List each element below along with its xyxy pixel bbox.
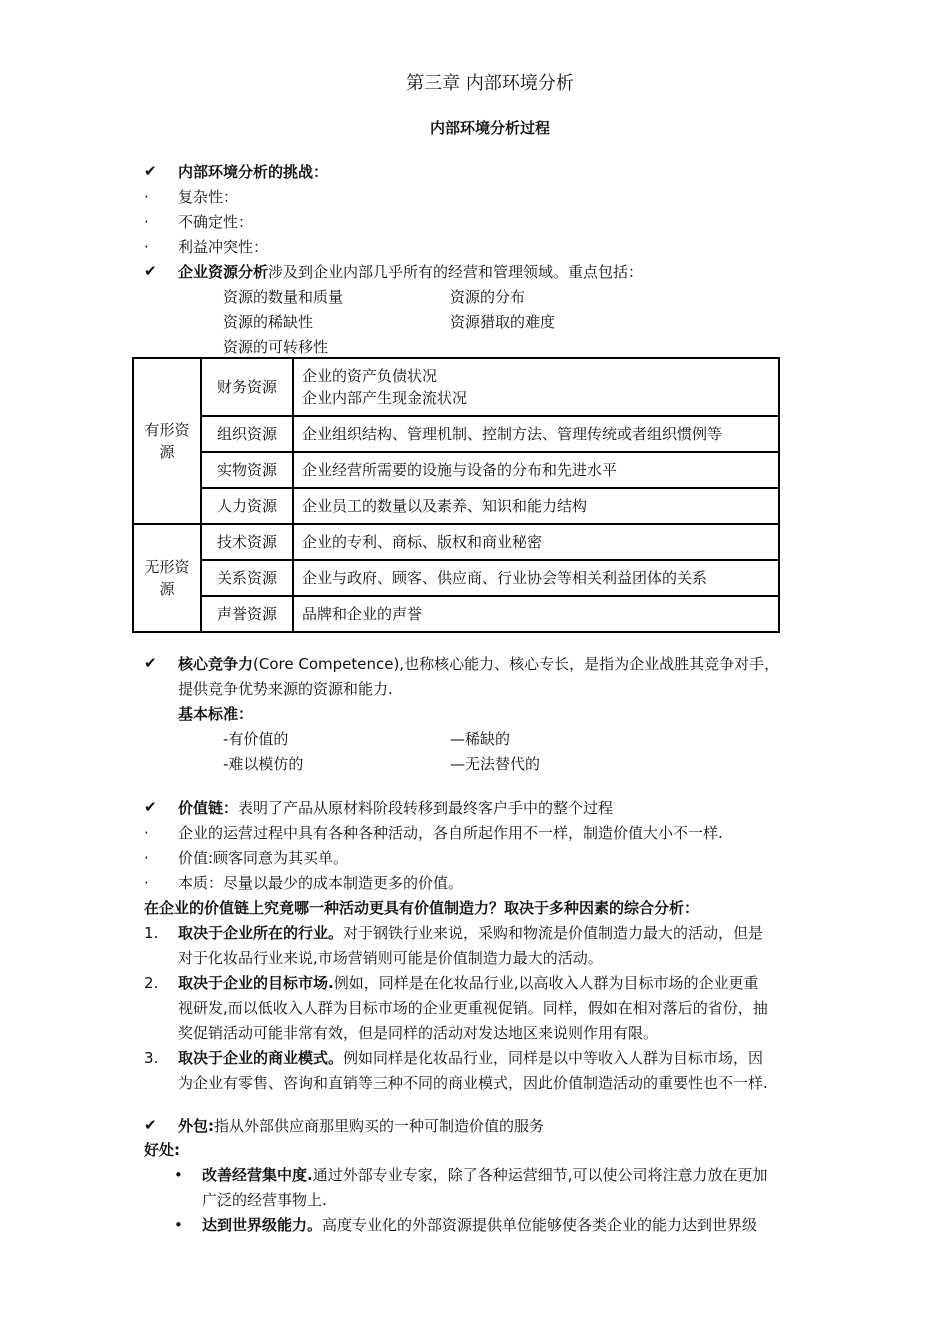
resource-type: 关系资源 [201,560,293,596]
resource-desc-line: 企业内部产生现金流状况 [302,389,468,407]
factor-line [178,973,758,993]
table-row [133,488,779,524]
resource-point: 资源的可转移性 [223,338,329,356]
list-number: 2. [144,974,159,992]
criteria-item: -有价值的 [223,730,289,748]
section-subtitle: 内部环境分析过程 [429,119,550,137]
check-icon: ✔ [144,262,157,280]
benefits-heading: 好处: [144,1141,180,1159]
criteria-heading: 基本标准： [178,705,254,723]
resource-type: 财务资源 [201,358,293,416]
table-row [133,560,779,596]
benefit-line [202,1215,757,1235]
challenges-heading: 内部环境分析的挑战： [178,163,329,181]
resource-type: 人力资源 [201,488,293,524]
resource-point: 资源的数量和质量 [223,288,344,306]
value-chain-term: 价值链： [178,799,239,817]
resource-table [132,357,780,633]
resource-desc: 企业经营所需要的设施与设备的分布和先进水平 [293,452,779,488]
criteria-item: —无法替代的 [450,755,541,773]
benefit-bold: 达到世界级能力。 [202,1216,323,1234]
benefit-line: 广泛的经营事物上. [202,1191,327,1209]
core-competence-term: 核心竞争力 [178,655,254,673]
check-icon: ✔ [144,1116,157,1134]
resource-desc: 企业员工的数量以及素养、知识和能力结构 [293,488,779,524]
table-row [133,596,779,632]
factor-line: 视研发,而以低收入人群为目标市场的企业更重视促销。同样，假如在相对落后的省份，抽 [178,999,768,1017]
dot-icon: · [144,213,149,231]
page-title: 第三章 内部环境分析 [406,73,574,94]
intangible-category: 无形资源 [133,524,201,632]
core-competence-line [178,654,779,674]
benefit-bold: 改善经营集中度. [202,1166,313,1184]
resource-point: 资源的稀缺性 [223,313,314,331]
value-chain-item: 本质：尽量以最少的成本制造更多的价值。 [178,874,464,892]
challenge-item: 复杂性： [178,188,239,206]
resource-analysis-text: 涉及到企业内部几乎所有的经营和管理领域。重点包括： [268,263,644,281]
resource-desc: 企业组织结构、管理机制、控制方法、管理传统或者组织惯例等 [293,416,779,452]
resource-analysis-term: 企业资源分析 [178,263,269,281]
criteria-item: —稀缺的 [450,730,511,748]
challenge-item: 利益冲突性： [178,238,269,256]
dot-icon: · [144,849,149,867]
dot-icon: · [144,188,149,206]
factor-line [178,1048,763,1068]
resource-type: 技术资源 [201,524,293,560]
tangible-category: 有形资源 [133,358,201,524]
core-competence-line: 提供竞争优势来源的资源和能力. [178,680,393,698]
benefit-line [202,1165,767,1185]
benefit-text: 高度专业化的外部资源提供单位能够使各类企业的能力达到世界级 [322,1216,758,1234]
table-row [133,452,779,488]
resource-desc [293,358,779,416]
list-number: 3. [144,1049,159,1067]
factor-text: 对于钢铁行业来说，采购和物流是价值制造力最大的活动，但是 [343,924,764,942]
factor-text: 例如同样是化妆品行业，同样是以中等收入人群为目标市场，因 [343,1049,764,1067]
outsourcing-term: 外包: [178,1117,214,1135]
value-chain-line [178,798,613,818]
factor-bold: 取决于企业所在的行业。 [178,924,344,942]
value-chain-question: 在企业的价值链上究竟哪一种活动更具有价值制造力？取决于多种因素的综合分析： [144,899,700,917]
bullet-icon: • [174,1216,183,1234]
factor-text: 例如，同样是在化妆品行业,以高收入人群为目标市场的企业更重 [333,974,759,992]
table-row [133,416,779,452]
resource-type: 声誉资源 [201,596,293,632]
core-competence-text: (Core Competence),也称核心能力、核心专长，是指为企业战胜其竞争对手， [253,655,780,673]
factor-bold: 取决于企业的商业模式。 [178,1049,344,1067]
check-icon: ✔ [144,162,157,180]
dot-icon: · [144,874,149,892]
list-number: 1. [144,924,159,942]
table-row [133,358,779,416]
value-chain-text: 表明了产品从原材料阶段转移到最终客户手中的整个过程 [238,799,614,817]
bullet-icon: • [174,1166,183,1184]
value-chain-item: 企业的运营过程中具有各种各种活动，各自所起作用不一样，制造价值大小不一样. [178,824,723,842]
resource-point: 资源猎取的难度 [450,313,556,331]
factor-bold: 取决于企业的目标市场. [178,974,334,992]
factor-line: 对于化妆品行业来说,市场营销则可能是价值制造力最大的活动。 [178,949,603,967]
factor-line: 奖促销活动可能非常有效，但是同样的活动对发达地区来说则作用有限。 [178,1024,659,1042]
resource-desc: 企业的专利、商标、版权和商业秘密 [293,524,779,560]
check-icon: ✔ [144,798,157,816]
benefit-text: 通过外部专业专家，除了各种运营细节,可以使公司将注意力放在更加 [312,1166,768,1184]
outsourcing-text: 指从外部供应商那里购买的一种可制造价值的服务 [214,1117,545,1135]
resource-desc: 品牌和企业的声誉 [293,596,779,632]
factor-line: 为企业有零售、咨询和直销等三种不同的商业模式，因此价值制造活动的重要性也不一样. [178,1074,768,1092]
resource-analysis-line [178,262,643,282]
outsourcing-line [178,1116,544,1136]
value-chain-item: 价值:顾客同意为其买单。 [178,849,349,867]
resource-type: 组织资源 [201,416,293,452]
factor-line [178,923,763,943]
dot-icon: · [144,238,149,256]
resource-type: 实物资源 [201,452,293,488]
check-icon: ✔ [144,654,157,672]
resource-desc-line: 企业的资产负债状况 [302,367,438,385]
dot-icon: · [144,824,149,842]
table-row [133,524,779,560]
resource-point: 资源的分布 [450,288,526,306]
challenge-item: 不确定性： [178,213,254,231]
resource-desc: 企业与政府、顾客、供应商、行业协会等相关利益团体的关系 [293,560,779,596]
criteria-item: -难以模仿的 [223,755,304,773]
